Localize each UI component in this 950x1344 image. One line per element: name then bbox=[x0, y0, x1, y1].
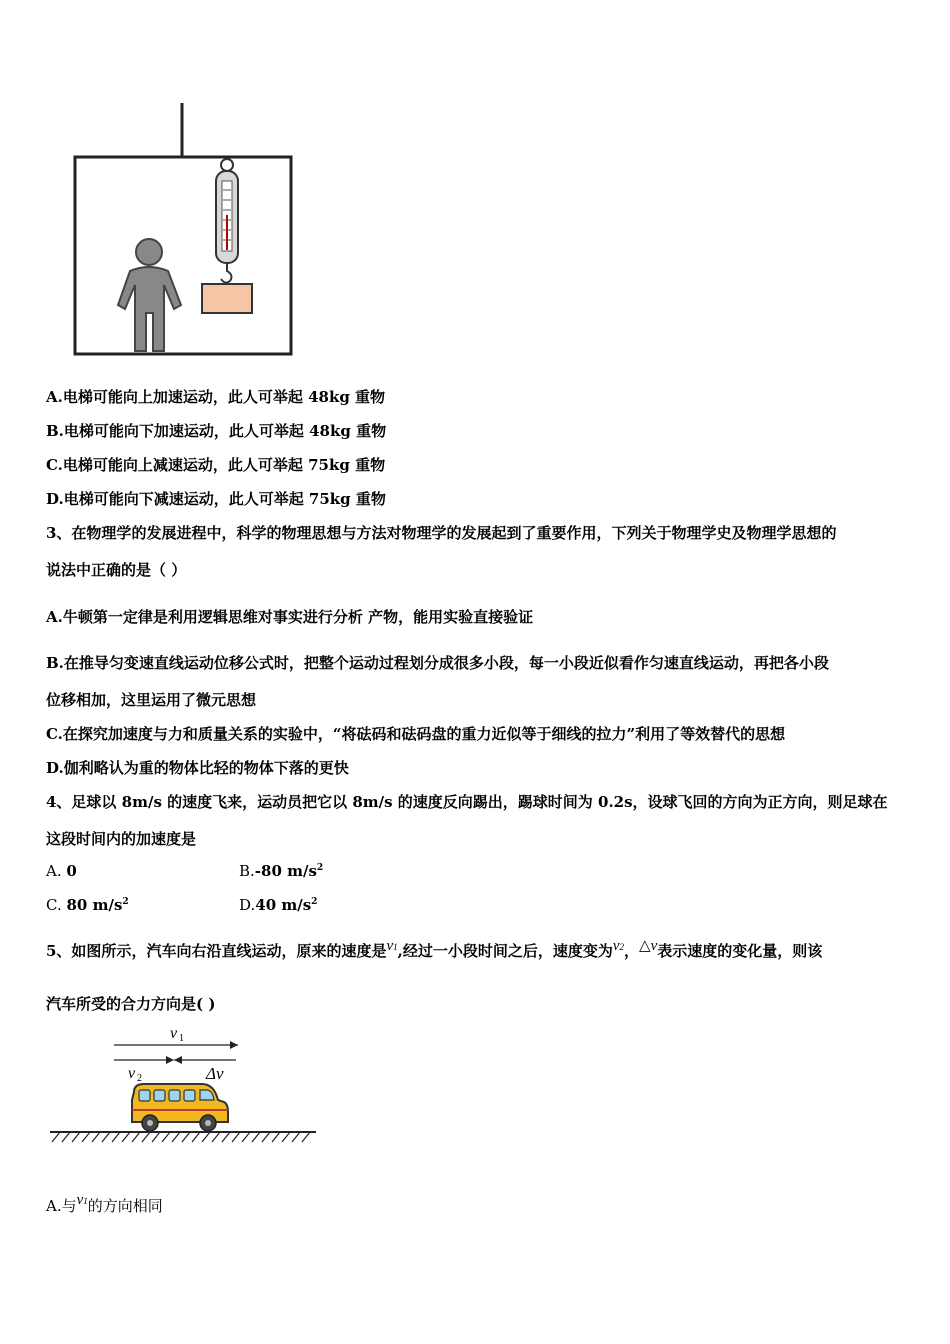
q2-option-c: C.电梯可能向上减速运动，此人可举起 75kg 重物 bbox=[46, 456, 386, 474]
q3-option-d: D.伽利略认为重的物体比轻的物体下落的更快 bbox=[46, 759, 349, 777]
option-v1-symbol: v1 bbox=[76, 1192, 88, 1208]
q4-option-a: A. 0 bbox=[46, 862, 77, 880]
q2-option-a: A.电梯可能向上加速运动，此人可举起 48kg 重物 bbox=[46, 388, 386, 406]
weight-box bbox=[202, 284, 252, 313]
car-figure bbox=[46, 1020, 326, 1150]
v2-symbol: v2 bbox=[612, 938, 625, 954]
q5-stem-line2: 汽车所受的合力方向是( ) bbox=[46, 995, 216, 1013]
q4-option-c: C. 80 $m/s^2$ bbox=[46, 896, 129, 914]
q3-option-b-line1: B.在推导匀变速直线运动位移公式时，把整个运动过程划分成很多小段，每一小段近似看作匀速直线运动，再把各小段 bbox=[46, 654, 829, 672]
q3-stem-line1: 3、在物理学的发展进程中，科学的物理思想与方法对物理学的发展起到了重要作用，下列关于物理学史及物理学思想的 bbox=[46, 524, 837, 542]
fig-v2-sub: 2 bbox=[137, 1073, 142, 1084]
q5-option-a: A.与v1的方向相同 bbox=[46, 1192, 163, 1215]
fig-delta-v-label: Δv bbox=[206, 1064, 224, 1083]
elevator-box bbox=[75, 157, 291, 354]
ground-hatching bbox=[52, 1132, 310, 1142]
q4-option-b: B.-80 $m/s^2$ bbox=[239, 862, 324, 880]
bus-icon bbox=[132, 1084, 228, 1131]
v1-symbol: v1 bbox=[386, 938, 398, 954]
q3-option-a: A.牛顿第一定律是利用逻辑思维对事实进行分析 产物，能用实验直接验证 bbox=[46, 608, 534, 626]
fig-v2-label: v bbox=[128, 1065, 136, 1082]
q4-option-d: D.40 $m/s^2$ bbox=[239, 896, 318, 914]
q3-option-c: C.在探究加速度与力和质量关系的实验中，“将砝码和砝码盘的重力近似等于细线的拉力”利用了等效替代的思想 bbox=[46, 725, 786, 743]
fig-v1-label: v bbox=[170, 1025, 178, 1042]
q2-option-b: B.电梯可能向下加速运动，此人可举起 48kg 重物 bbox=[46, 422, 387, 440]
person-figure bbox=[118, 239, 181, 351]
spring-scale bbox=[216, 159, 238, 283]
q4-stem-line2: 这段时间内的加速度是 bbox=[46, 830, 197, 848]
delta-v-symbol: △v bbox=[639, 936, 658, 954]
q3-option-b-line2: 位移相加，这里运用了微元思想 bbox=[46, 691, 257, 709]
q3-stem-line2: 说法中正确的是（ ） bbox=[46, 561, 187, 579]
q5-stem-line1: 5、如图所示，汽车向右沿直线运动，原来的速度是v1,经过一小段时间之后，速度变为v2，△v表示速度的变化量，则该 bbox=[46, 936, 823, 960]
q4-stem-line1: 4、足球以 8m/s 的速度飞来，运动员把它以 8m/s 的速度反向踢出，踢球时间为 0.2s，设球飞回的方向为正方向，则足球在 bbox=[46, 793, 888, 811]
q2-option-d: D.电梯可能向下减速运动，此人可举起 75kg 重物 bbox=[46, 490, 386, 508]
elevator-figure bbox=[60, 95, 310, 365]
fig-v1-sub: 1 bbox=[179, 1033, 184, 1044]
